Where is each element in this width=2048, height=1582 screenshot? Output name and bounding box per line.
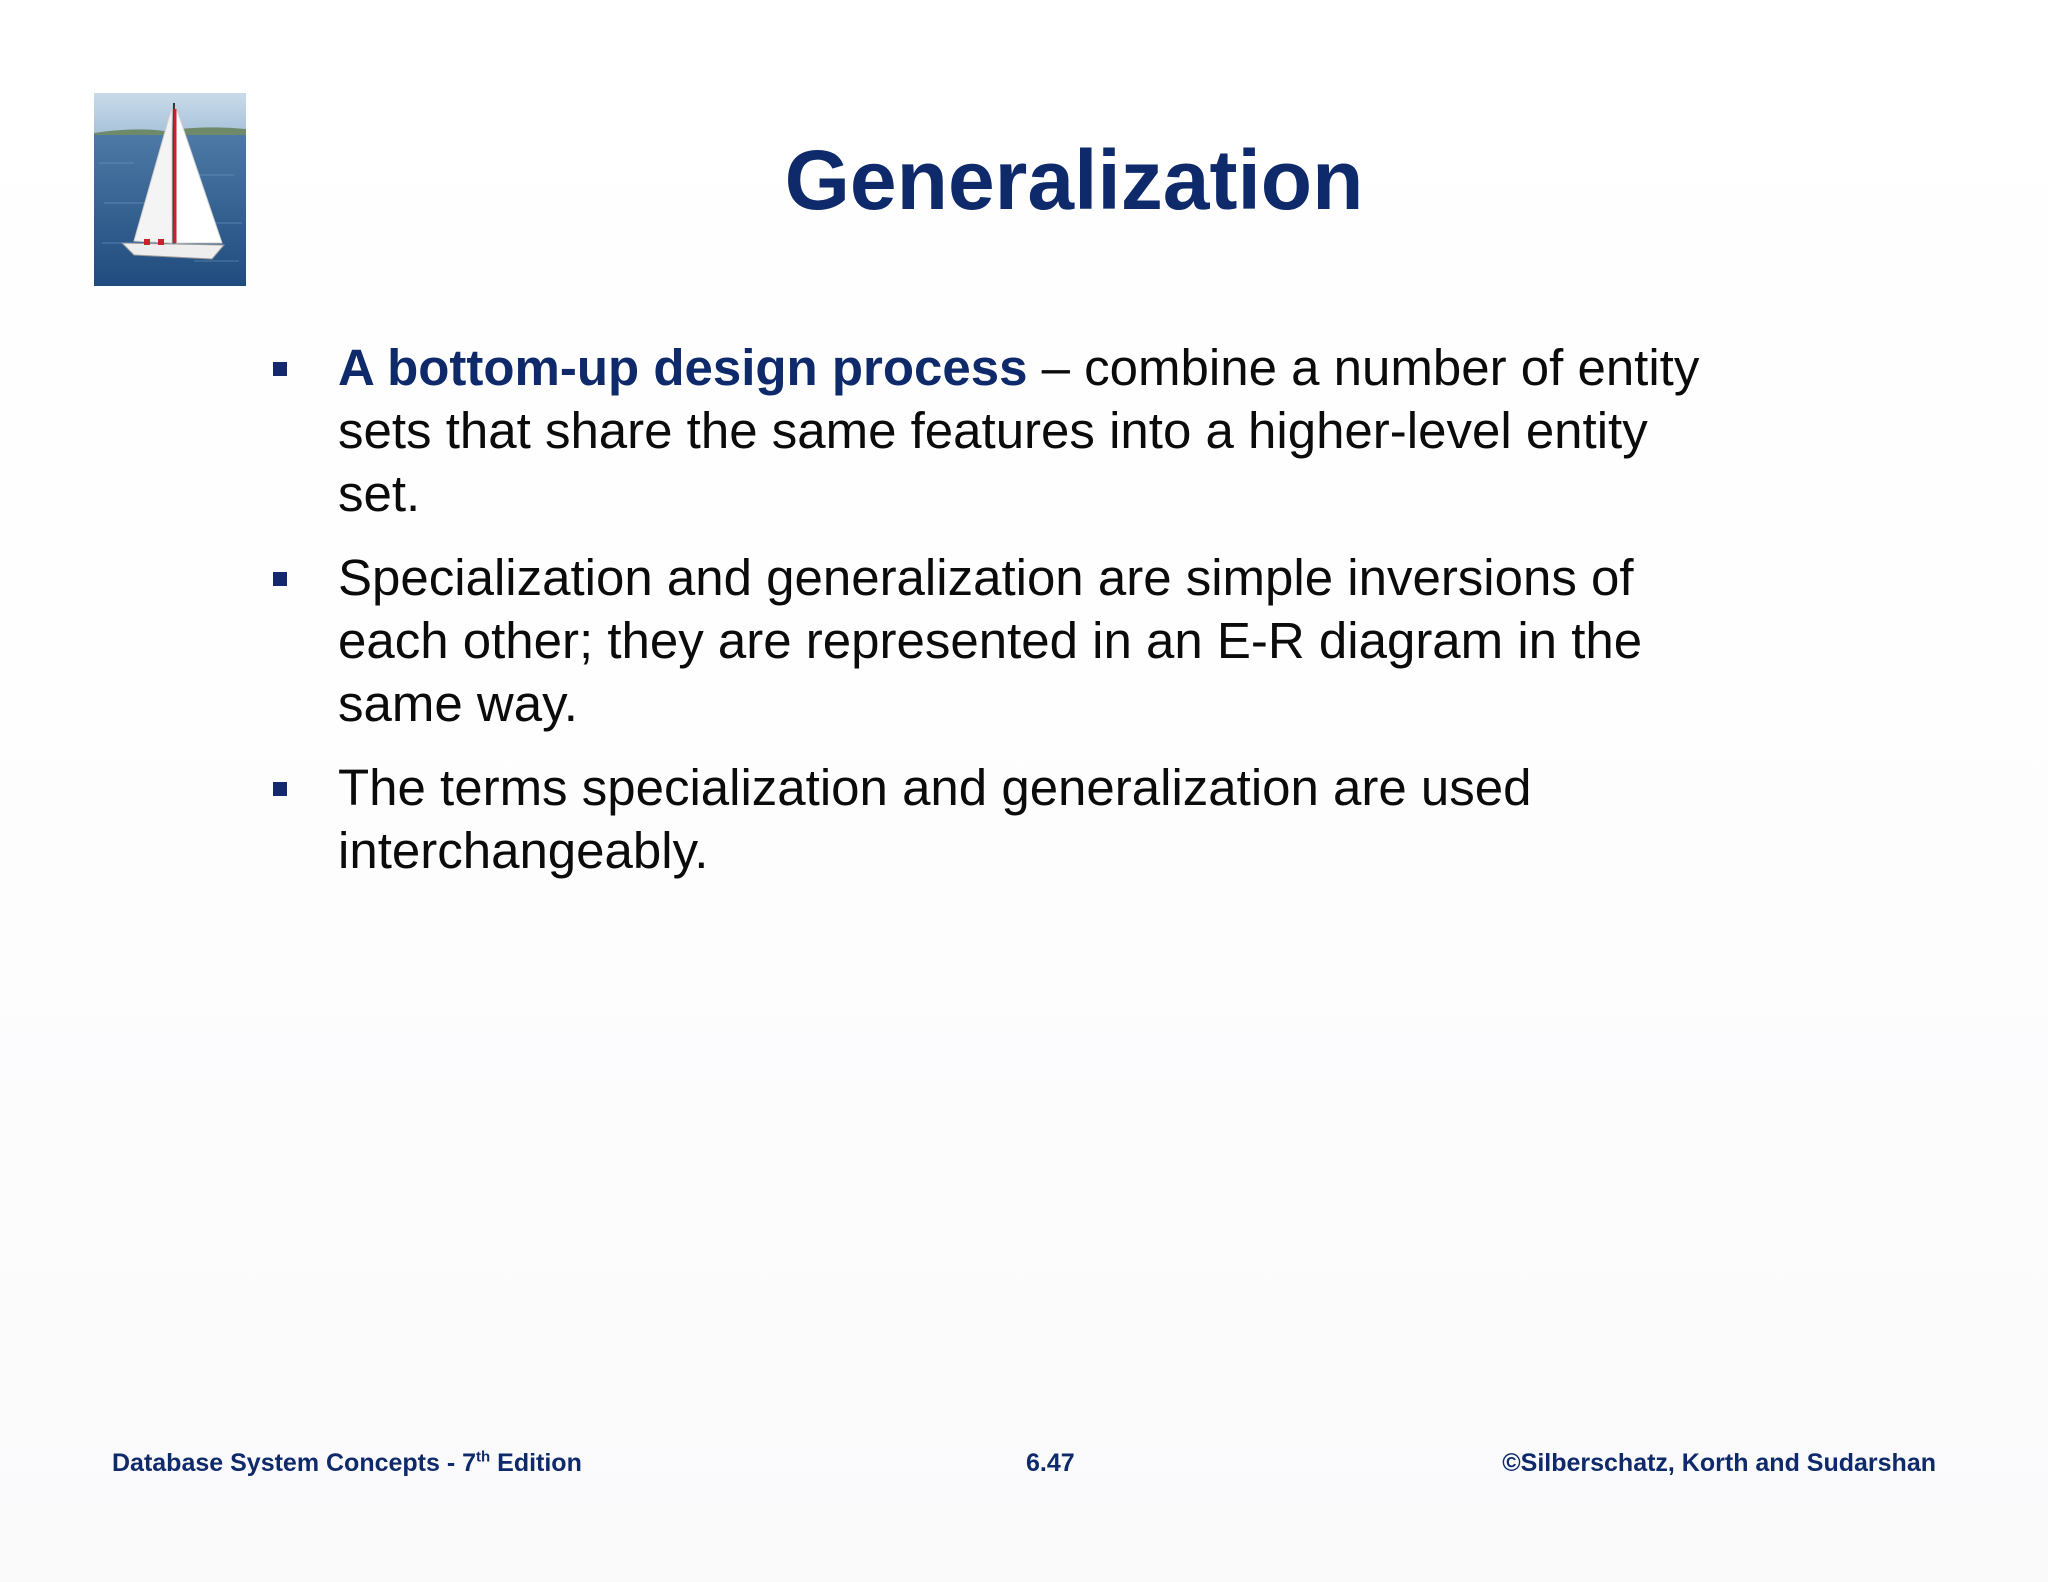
square-bullet-icon bbox=[273, 572, 287, 586]
footer-copyright: ©Silberschatz, Korth and Sudarshan bbox=[1502, 1449, 1936, 1477]
footer-edition-sup: th bbox=[476, 1448, 491, 1466]
footer-book-title bbox=[112, 1449, 582, 1478]
bullet-item-2 bbox=[272, 546, 1732, 735]
bullet-item-3 bbox=[272, 756, 1732, 882]
bullet-1-text: – combine a number of entity sets that share the same features into a higher-level entity set. bbox=[338, 339, 1700, 522]
square-bullet-icon bbox=[273, 782, 287, 796]
footer-book-title-suffix: Edition bbox=[490, 1449, 582, 1477]
footer-book-title-prefix: Database System Concepts - 7 bbox=[112, 1449, 477, 1477]
bullet-2-text: Specialization and generalization are simple inversions of each other; they are represented in an E-R diagram in the same way. bbox=[338, 549, 1643, 732]
bullet-3-text: The terms specialization and generalization are used interchangeably. bbox=[338, 759, 1532, 879]
square-bullet-icon bbox=[273, 362, 287, 376]
bullet-list bbox=[272, 336, 1732, 903]
slide-title: Generalization bbox=[784, 133, 1364, 227]
footer-page-number: 6.47 bbox=[1026, 1449, 1075, 1477]
bullet-1-bold-lead: A bottom-up design process bbox=[338, 339, 1028, 396]
bullet-item-1 bbox=[272, 336, 1732, 525]
